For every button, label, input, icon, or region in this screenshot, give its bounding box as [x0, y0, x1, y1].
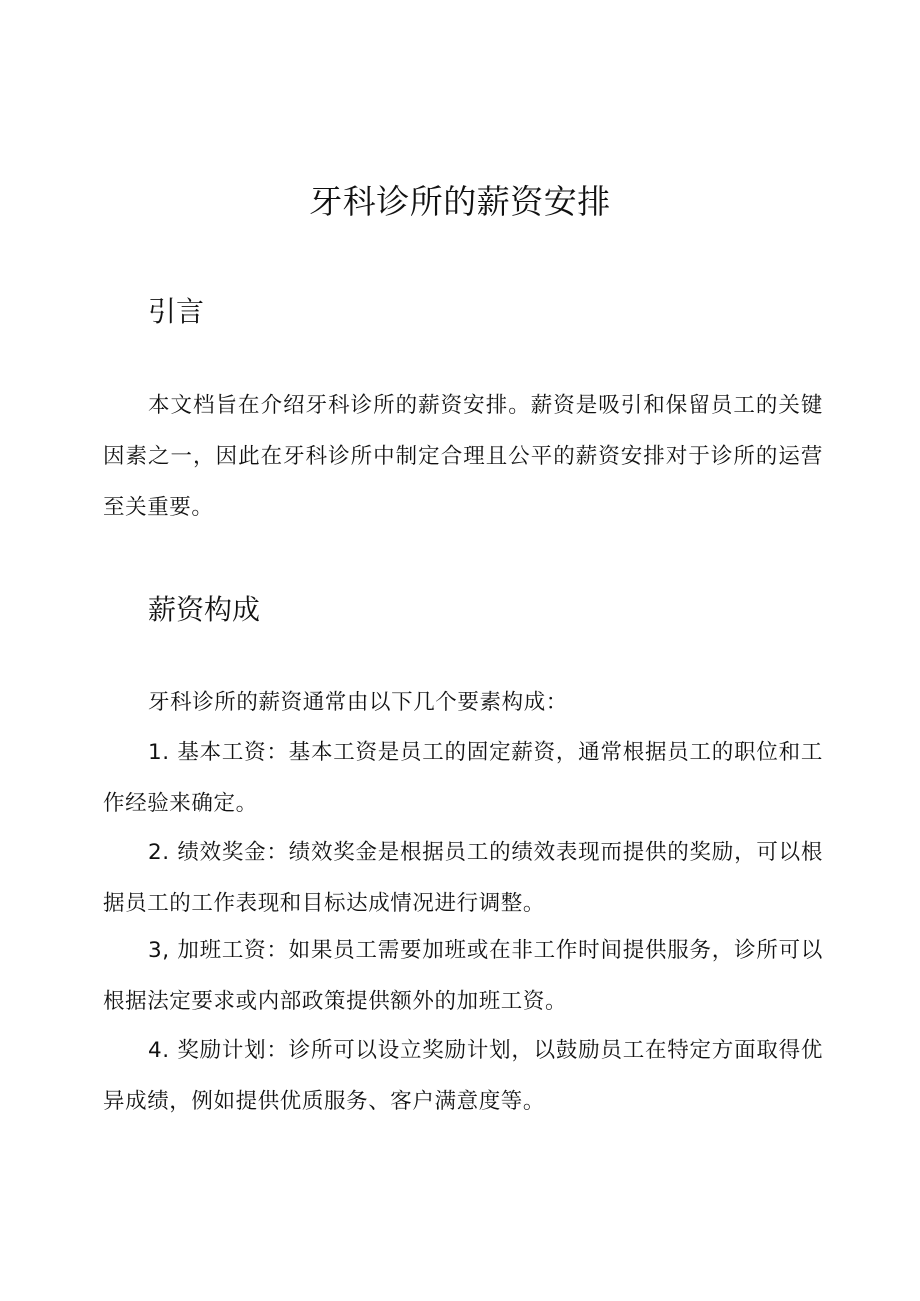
list-item-reward-plan: 4. 奖励计划：诊所可以设立奖励计划，以鼓励员工在特定方面取得优异成绩，例如提供优质服务、客户满意度等。 — [103, 1038, 823, 1114]
list-item-performance-bonus: 2. 绩效奖金：绩效奖金是根据员工的绩效表现而提供的奖励，可以根据员工的工作表现和目标达成情况进行调整。 — [103, 840, 823, 916]
section-heading-salary-composition: 薪资构成 — [148, 593, 261, 626]
salary-composition-intro: 牙科诊所的薪资通常由以下几个要素构成： — [148, 690, 568, 715]
list-item-overtime-pay: 3, 加班工资：如果员工需要加班或在非工作时间提供服务，诊所可以根据法定要求或内部政策提供额外的加班工资。 — [103, 938, 823, 1014]
document-title: 牙科诊所的薪资安排 — [309, 182, 611, 221]
list-item-base-salary: 1. 基本工资：基本工资是员工的固定薪资，通常根据员工的职位和工作经验来确定。 — [103, 740, 823, 816]
section-heading-introduction: 引言 — [148, 295, 205, 328]
introduction-paragraph: 本文档旨在介绍牙科诊所的薪资安排。薪资是吸引和保留员工的关键因素之一，因此在牙科诊所中制定合理且公平的薪资安排对于诊所的运营至关重要。 — [103, 393, 823, 520]
